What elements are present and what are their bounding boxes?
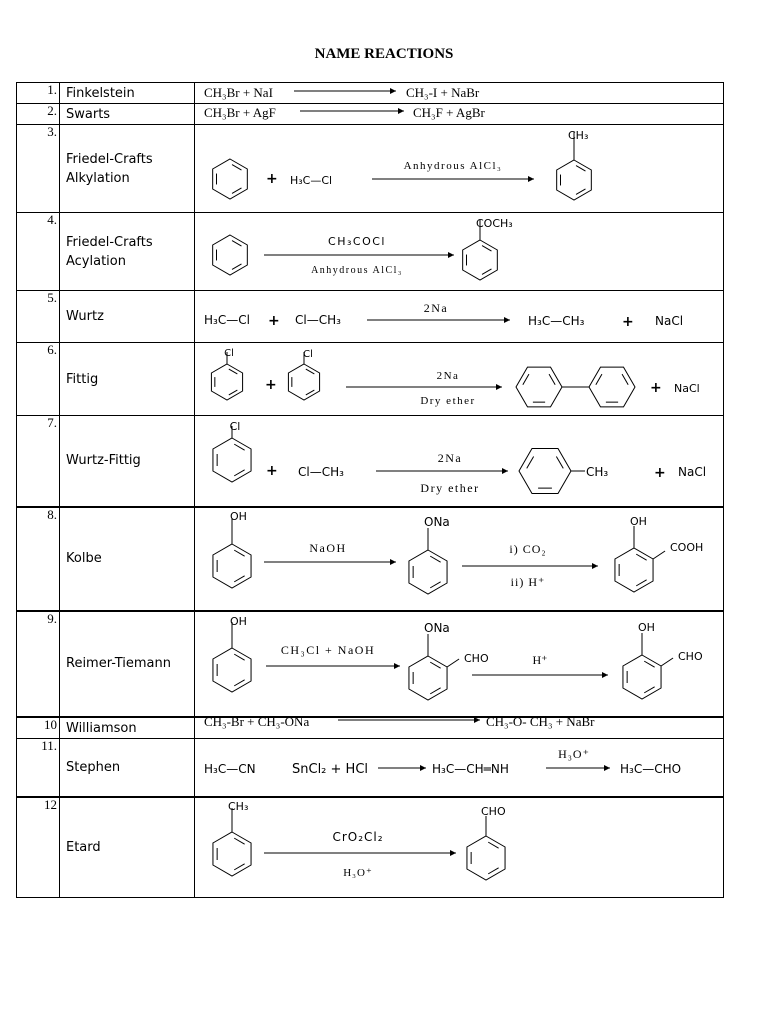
- reaction-scheme: [195, 343, 724, 416]
- byproduct-text: NaCl: [674, 382, 700, 395]
- reactant-text: Cl—CH₃: [298, 465, 344, 479]
- reaction-name: Finkelstein: [60, 83, 195, 104]
- reaction-scheme: [195, 291, 724, 343]
- table-row: [17, 83, 724, 104]
- plus-sign: +: [622, 314, 634, 330]
- substituent-text: OH: [638, 621, 655, 634]
- products-text: CH₃-I + NaBr: [406, 85, 480, 100]
- plus-sign: +: [265, 377, 277, 393]
- table-row: [17, 611, 724, 717]
- reaction-number: 1.: [17, 83, 60, 104]
- intermediate-text: H₃C—CH═NH: [432, 762, 509, 776]
- condition-text: CH₃Cl + NaOH: [280, 643, 376, 657]
- reagent-text: H₃C—Cl: [290, 174, 333, 187]
- reaction-scheme: [195, 738, 724, 797]
- reaction-name: Williamson: [60, 717, 195, 739]
- reaction-number: 9.: [17, 611, 60, 717]
- substituent-text: COOH: [670, 541, 704, 554]
- plus-sign: +: [268, 313, 280, 329]
- reaction-scheme: [195, 717, 724, 739]
- byproduct-text: NaCl: [655, 314, 684, 328]
- substituent-text: CH₃: [568, 129, 589, 142]
- reaction-number: 5.: [17, 291, 60, 343]
- reaction-scheme: [195, 83, 724, 104]
- products-text: CH₃F + AgBr: [413, 105, 485, 120]
- reaction-name: Wurtz: [60, 291, 195, 343]
- condition-text: i) CO₂: [509, 542, 547, 556]
- plus-sign: +: [266, 171, 278, 187]
- condition-text: Dry ether: [420, 395, 476, 407]
- condition-text: H⁺: [532, 653, 548, 667]
- table-row: [17, 416, 724, 507]
- table-row: [17, 507, 724, 611]
- reaction-number: 12: [17, 797, 60, 897]
- condition-text: 2Na: [436, 370, 460, 382]
- condition-text: Dry ether: [420, 481, 480, 495]
- reaction-number: 2.: [17, 104, 60, 125]
- reactants-text: CH₃Br + AgF: [204, 105, 276, 120]
- reactants-text: CH₃Br + NaI: [204, 85, 273, 100]
- table-row: [17, 104, 724, 125]
- reaction-scheme: [195, 797, 724, 897]
- table-row: [17, 213, 724, 291]
- byproduct-text: NaCl: [678, 465, 707, 479]
- substituent-text: CH₃: [228, 800, 249, 813]
- condition-text: H₃O⁺: [558, 747, 590, 761]
- substituent-text: ONa: [424, 621, 450, 635]
- reaction-name: Friedel-Crafts Acylation: [60, 213, 195, 291]
- substituent-text: Cl: [229, 420, 241, 433]
- reactants-text: CH₃-Br + CH₃-ONa: [204, 714, 310, 729]
- table-row: [17, 291, 724, 343]
- substituent-text: CHO: [481, 805, 506, 818]
- substituent-text: OH: [230, 510, 247, 523]
- condition-text: H₃O⁺: [343, 867, 373, 879]
- table-row: [17, 797, 724, 897]
- substituent-text: ONa: [424, 515, 450, 529]
- condition-text: Anhydrous AlCl₃: [311, 265, 403, 276]
- condition-text: NaOH: [309, 541, 347, 555]
- reactant-text: Cl—CH₃: [295, 313, 341, 327]
- page-title: NAME REACTIONS: [314, 46, 454, 62]
- condition-text: CH₃COCl: [328, 235, 386, 248]
- reaction-number: 6.: [17, 343, 60, 416]
- products-text: CH₃-O- CH₃ + NaBr: [486, 714, 595, 729]
- reaction-name: Fittig: [60, 343, 195, 416]
- plus-sign: +: [650, 380, 662, 396]
- substituent-text: COCH₃: [476, 217, 513, 230]
- reaction-name: Wurtz-Fittig: [60, 416, 195, 507]
- substituent-text: Cl: [303, 349, 313, 360]
- reaction-name: Friedel-Crafts Alkylation: [60, 125, 195, 213]
- condition-text: ii) H⁺: [510, 575, 546, 589]
- reaction-number: 8.: [17, 507, 60, 611]
- plus-sign: +: [654, 465, 666, 481]
- table-row: [17, 343, 724, 416]
- condition-text: Anhydrous AlCl₃: [403, 160, 503, 172]
- reactant-text: H₃C—Cl: [204, 313, 250, 327]
- table-row: [17, 717, 724, 739]
- reactant-text: H₃C—CN: [204, 762, 256, 776]
- product-text: H₃C—CHO: [620, 762, 682, 776]
- substituent-text: CHO: [464, 652, 489, 665]
- reactions-table: [16, 82, 724, 898]
- substituent-text: CH₃: [586, 465, 609, 479]
- condition-text: 2Na: [437, 451, 463, 465]
- substituent-text: OH: [230, 615, 247, 628]
- reaction-scheme: [195, 104, 724, 125]
- plus-sign: +: [266, 463, 278, 479]
- condition-text: 2Na: [423, 301, 449, 315]
- reaction-scheme: [195, 611, 724, 717]
- reaction-scheme: [195, 507, 724, 611]
- reaction-number: 7.: [17, 416, 60, 507]
- reaction-name: Kolbe: [60, 507, 195, 611]
- substituent-text: Cl: [224, 348, 234, 359]
- reaction-number: 11.: [17, 738, 60, 797]
- substituent-text: OH: [630, 515, 647, 528]
- reagent-text: SnCl₂ + HCl: [292, 762, 369, 777]
- reaction-scheme: [195, 125, 724, 213]
- reaction-number: 3.: [17, 125, 60, 213]
- product-text: H₃C—CH₃: [528, 314, 585, 328]
- reaction-scheme: [195, 213, 724, 291]
- table-row: [17, 125, 724, 213]
- condition-text: CrO₂Cl₂: [332, 830, 384, 844]
- reaction-scheme: [195, 416, 724, 507]
- reaction-name: Swarts: [60, 104, 195, 125]
- reaction-name: Reimer-Tiemann: [60, 611, 195, 717]
- reaction-number: 10: [17, 717, 60, 739]
- table-row: [17, 738, 724, 797]
- substituent-text: CHO: [678, 650, 703, 663]
- reaction-name: Stephen: [60, 738, 195, 797]
- reaction-name: Etard: [60, 797, 195, 897]
- reaction-number: 4.: [17, 213, 60, 291]
